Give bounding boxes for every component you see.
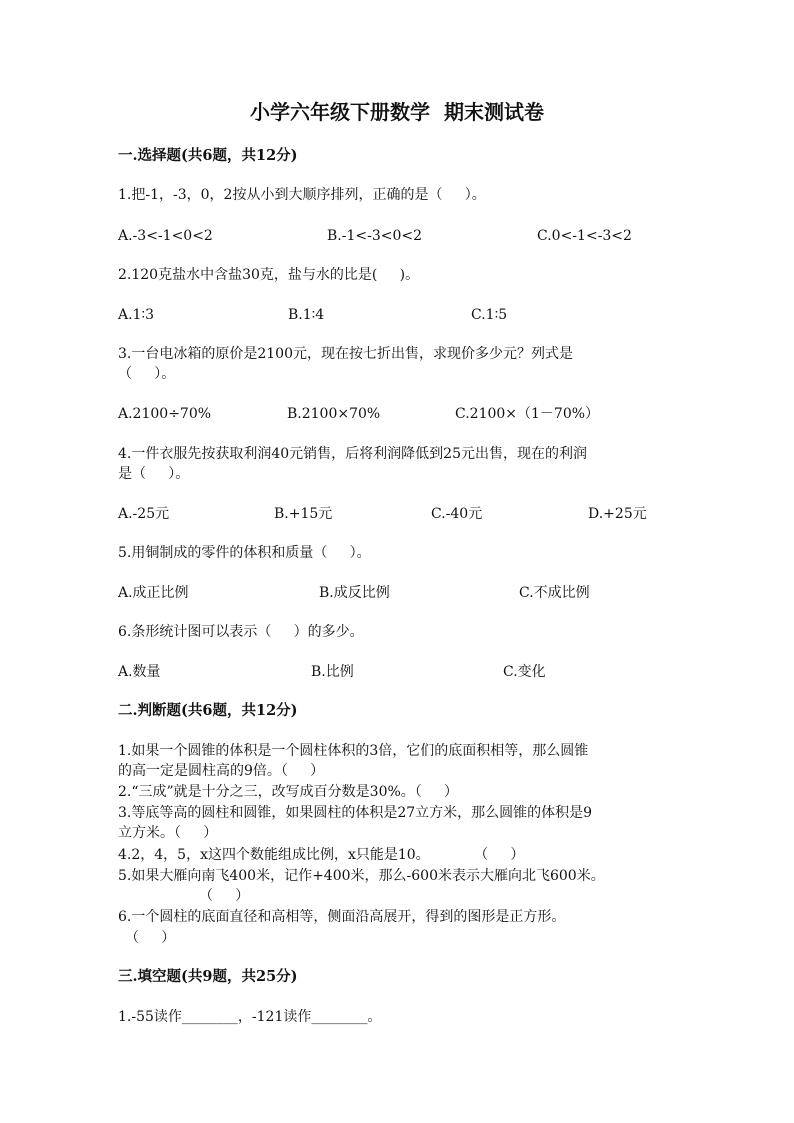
s1-q6-option-c: C.变化 bbox=[503, 664, 546, 680]
s1-q2-option-b: B.1∶4 bbox=[288, 307, 325, 323]
s3-q1: 1.-55读作________，-121读作________。 bbox=[118, 1009, 382, 1025]
s1-q4-stem-line1: 4.一件衣服先按获取利润40元销售，后将利润降低到25元出售，现在的利润 bbox=[118, 446, 587, 462]
s1-q1-option-a: A.-3<-1<0<2 bbox=[118, 228, 213, 244]
s1-q6-option-a: A.数量 bbox=[118, 664, 161, 680]
s2-line-6: 4.2，4，5，x这四个数能组成比例，x只能是10。 （ ） bbox=[118, 847, 525, 863]
s2-line-1: 1.如果一个圆锥的体积是一个圆柱体积的3倍，它们的底面积相等，那么圆锥 bbox=[118, 743, 589, 759]
s1-q4-option-d: D.+25元 bbox=[588, 506, 647, 522]
s1-q1-stem: 1.把-1，-3，0，2按从小到大顺序排列，正确的是（ ）。 bbox=[118, 187, 486, 203]
page-title: 小学六年级下册数学 期末测试卷 bbox=[250, 100, 544, 124]
s1-q4-stem-line2: 是（ ）。 bbox=[118, 466, 190, 482]
s1-q6-stem: 6.条形统计图可以表示（ ）的多少。 bbox=[118, 624, 364, 640]
s1-q3-option-c: C.2100×（1－70%） bbox=[455, 406, 600, 422]
s1-q2-option-a: A.1∶3 bbox=[118, 307, 155, 323]
s1-q1-option-c: C.0<-1<-3<2 bbox=[537, 228, 632, 244]
s1-q6-option-b: B.比例 bbox=[311, 664, 354, 680]
s1-q4-option-a: A.-25元 bbox=[118, 506, 170, 522]
s1-q3-stem-line2: （ ）。 bbox=[118, 366, 176, 382]
s1-q2-stem: 2.120克盐水中含盐30克，盐与水的比是( )。 bbox=[118, 267, 420, 283]
s2-line-8: （ ） bbox=[199, 888, 250, 904]
s1-q1-option-b: B.-1<-3<0<2 bbox=[327, 228, 423, 244]
s2-line-3: 2.“三成”就是十分之三，改写成百分数是30%。（ ） bbox=[118, 784, 459, 800]
s1-q5-option-c: C.不成比例 bbox=[519, 585, 590, 601]
section-1-heading: 一.选择题(共6题，共12分) bbox=[118, 147, 298, 164]
s1-q5-option-b: B.成反比例 bbox=[319, 585, 390, 601]
s1-q5-option-a: A.成正比例 bbox=[118, 585, 189, 601]
s2-line-7: 5.如果大雁向南飞400米，记作+400米，那么-600米表示大雁向北飞600米。 bbox=[118, 868, 605, 884]
s1-q2-option-c: C.1∶5 bbox=[471, 307, 508, 323]
s1-q3-stem-line1: 3.一台电冰箱的原价是2100元，现在按七折出售，求现价多少元？列式是 bbox=[118, 346, 573, 362]
s1-q4-option-b: B.+15元 bbox=[274, 506, 333, 522]
s2-line-5: 立方米。（ ） bbox=[118, 825, 218, 841]
section-2-heading: 二.判断题(共6题，共12分) bbox=[118, 702, 298, 719]
s2-line-9: 6.一个圆柱的底面直径和高相等，侧面沿高展开，得到的图形是正方形。 bbox=[118, 909, 566, 925]
s1-q3-option-a: A.2100÷70% bbox=[118, 406, 212, 422]
s1-q4-option-c: C.-40元 bbox=[431, 506, 483, 522]
s2-line-4: 3.等底等高的圆柱和圆锥，如果圆柱的体积是27立方米，那么圆锥的体积是9 bbox=[118, 805, 593, 821]
s2-line-10: （ ） bbox=[125, 930, 176, 946]
s1-q5-stem: 5.用铜制成的零件的体积和质量（ ）。 bbox=[118, 545, 371, 561]
s2-line-2: 的高一定是圆柱高的9倍。（ ） bbox=[118, 763, 325, 779]
section-3-heading: 三.填空题(共9题，共25分) bbox=[118, 968, 298, 985]
s1-q3-option-b: B.2100×70% bbox=[287, 406, 381, 422]
